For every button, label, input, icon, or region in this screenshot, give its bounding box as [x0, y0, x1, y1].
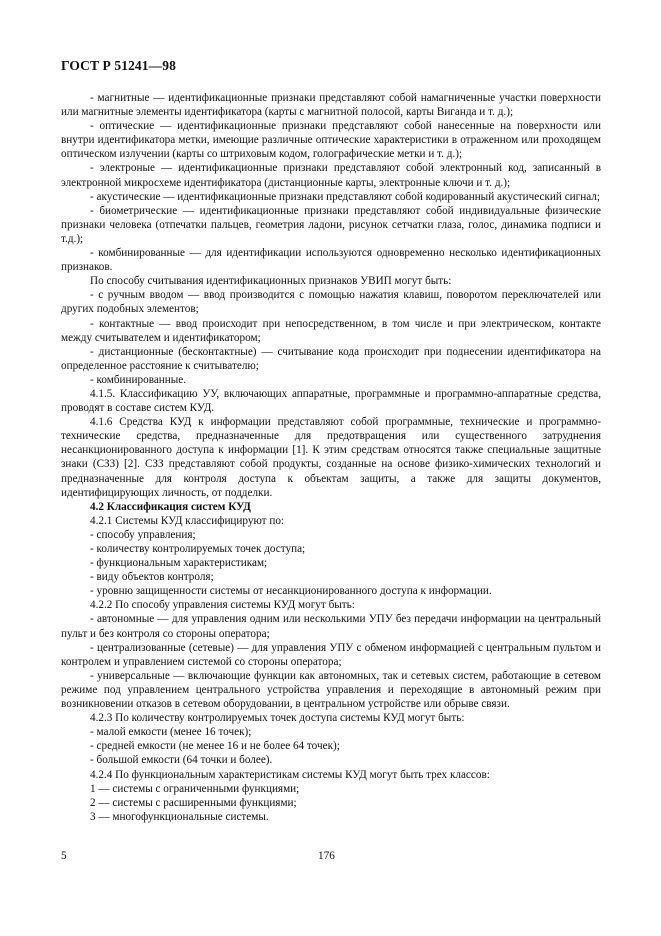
section-heading: 4.2 Классификация систем КУД [90, 500, 251, 513]
paragraph: - виду объектов контроля; [90, 571, 214, 584]
document-body [61, 91, 601, 824]
paragraph: 1 — системы с ограниченными функциями; [90, 782, 300, 795]
paragraph: - с ручным вводом — ввод производится с помощью нажатия клавиш, поворотом переключателей или других подобных элементов; [61, 289, 601, 316]
paragraph: - большой емкости (64 точки и более). [90, 754, 273, 767]
document-header: ГОСТ Р 51241—98 [61, 58, 176, 73]
sheet-number: 176 [318, 850, 335, 862]
paragraph: - дистанционные (бесконтактные) — считывание кода происходит при поднесении идентификатора на определенное расстояние к считывателю; [61, 345, 601, 372]
paragraph: - автономные — для управления одним или несколькими УПУ без передачи информации на центральный пульт и без контроля со стороны оператора; [61, 613, 601, 640]
paragraph: 3 — многофункциональные системы. [90, 810, 269, 823]
paragraph: - магнитные — идентификационные признаки представляют собой намагниченные участки поверхности или магнитные элементы идентификатора (карты с магнитной полосой, карты Виганда и т. д.); [61, 92, 601, 119]
paragraph: По способу считывания идентификационных признаков УВИП могут быть: [90, 275, 452, 288]
paragraph: - малой емкости (менее 16 точек); [90, 726, 252, 739]
paragraph: - средней емкости (не менее 16 и не более 64 точек); [90, 740, 340, 753]
paragraph: - акустические — идентификационные признаки представляют собой кодированный акустический сигнал; [90, 190, 600, 203]
paragraph: 4.2.2 По способу управления системы КУД могут быть: [90, 599, 355, 612]
paragraph: - централизованные (сетевые) — для управления УПУ с обменом информацией с центральным пультом и контролем и управлением системой со стороны оператора; [61, 641, 601, 668]
paragraph: 4.2.3 По количеству контролируемых точек доступа системы КУД могут быть: [90, 712, 465, 725]
paragraph: - электроные — идентификационные признаки представляют собой электронный код, записанный в электронной микросхеме идентификатора (дистанционные карты, электронные ключи и т. д.); [61, 162, 601, 189]
paragraph: 4.1.5. Классификацию УУ, включающих аппаратные, программные и программно-аппаратные средства, проводят в составе систем КУД. [61, 387, 601, 415]
paragraph: - оптические — идентификационные признаки представляют собой нанесенные на поверхности или внутри идентификатора метки, имеющие различные оптические характеристики в отраженном или проходящем оптическом излучении (карты со штриховым кодом, голографические метки и т. д.); [61, 120, 601, 161]
paragraph: 2 — системы с расширенными функциями; [90, 796, 297, 809]
paragraph: - способу управления; [90, 528, 196, 541]
paragraph: - уровню защищенности системы от несанкционированного доступа к информации. [90, 585, 492, 598]
paragraph: - комбинированные — для идентификации используются одновременно несколько идентификационных признаков. [61, 247, 601, 274]
paragraph: - универсальные — включающие функции как автономных, так и сетевых систем, работающие в сетевом режиме под управлением центрального устройства управления и переходящие в автономный режим при возникновении отказов в сетевом оборудовании, в центральном устройстве или обрыве связи. [61, 669, 601, 711]
paragraph: 4.2.1 Системы КУД классифицируют по: [90, 514, 285, 527]
paragraph: - комбинированные. [90, 373, 187, 386]
paragraph: 4.1.6 Средства КУД к информации представляют собой программные, технические и программно-технические средства, предназначенные для предотвращения или существенного затруднения несанкционированного доступа к информации [1]. К этим средствам относятся также специальные защитные знаки (СЗЗ) [2]. СЗЗ представляют собой продукты, созданные на основе физико-химических технологий и предназначенные для контроля доступа к объектам защиты, а также для защиты документов, идентифицирующих личность, от подделки. [61, 416, 601, 499]
page-number: 5 [61, 850, 67, 862]
paragraph: - контактные — ввод происходит при непосредственном, в том числе и при электрическом, контакте между считывателем и идентификатором; [61, 317, 601, 344]
paragraph: - биометрические — идентификационные признаки представляют собой индивидуальные физические признаки человека (отпечатки пальцев, геометрия ладони, рисунок сетчатки глаза, голос, динамика подписи и т.д.); [61, 204, 601, 245]
paragraph: 4.2.4 По функциональным характеристикам системы КУД могут быть трех классов: [90, 768, 490, 781]
paragraph: - количеству контролируемых точек доступа; [90, 543, 306, 555]
paragraph: - функциональным характеристикам; [90, 557, 268, 570]
